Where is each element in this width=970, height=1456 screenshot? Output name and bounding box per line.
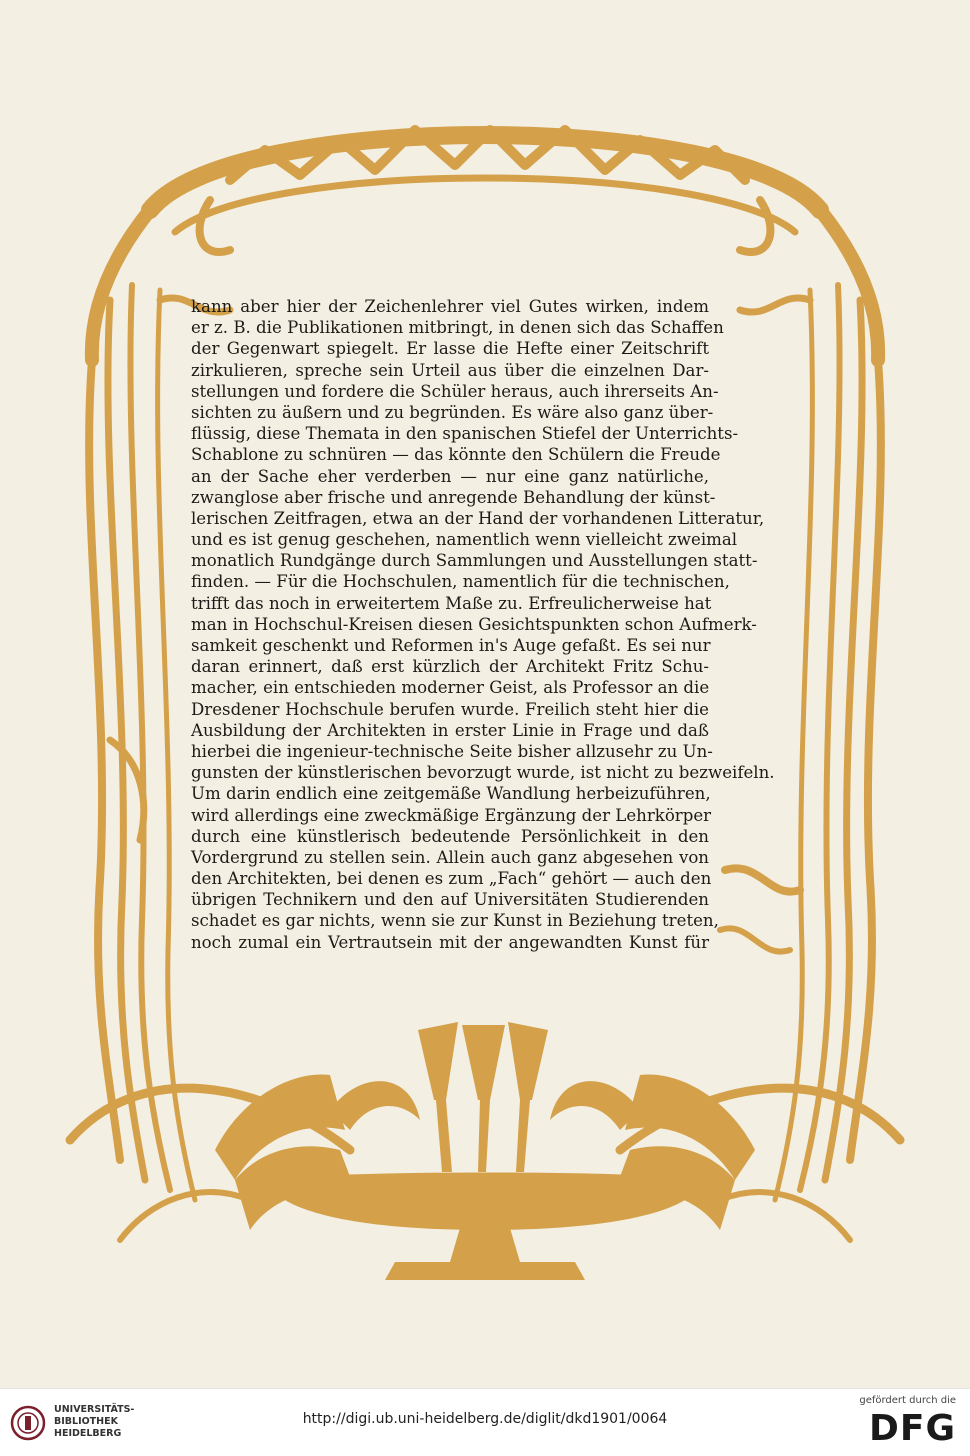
- text-line: monatlich Rundgänge durch Sammlungen und Ausstellungen statt-: [191, 551, 758, 571]
- left-band-inner: [130, 285, 170, 1190]
- right-band-outer: [850, 360, 881, 1160]
- text-line: Um darin endlich eine zeitgemäße Wandlung herbeizuführen,: [191, 784, 711, 804]
- funded-by-label: gefördert durch die: [859, 1395, 956, 1406]
- left-leaf-curl: [330, 1081, 420, 1130]
- left-top-flourish: [92, 210, 150, 360]
- text-line: und es ist genug geschehen, namentlich wenn vielleicht zweimal: [191, 530, 738, 550]
- right-side-wave-1: [740, 298, 810, 312]
- right-band-inner: [800, 285, 840, 1190]
- center-flower-head: [462, 1025, 505, 1100]
- digitization-footer: [0, 1388, 970, 1456]
- right-flower-head: [508, 1022, 548, 1100]
- text-line: kann aber hier der Zeichenlehrer viel Gutes wirken, indem: [191, 297, 709, 316]
- text-line: er z. B. die Publikationen mitbringt, in denen sich das Schaffen: [191, 318, 724, 338]
- body-text: [191, 296, 775, 953]
- text-line: zirkulieren, spreche sein Urteil aus über die einzelnen Dar-: [191, 360, 709, 380]
- bowl-stem: [450, 1228, 520, 1262]
- text-line: Schablone zu schnüren — das könnte den Schülern die Freude: [191, 445, 721, 465]
- text-line: gunsten der künstlerischen bevorzugt wurde, ist nicht zu bezweifeln.: [191, 763, 775, 783]
- left-band-edge: [158, 290, 195, 1200]
- text-line: macher, ein entschieden moderner Geist, als Professor an die: [191, 678, 710, 698]
- text-line: man in Hochschul-Kreisen diesen Gesichtspunkten schon Aufmerk-: [191, 614, 757, 634]
- text-line: durch eine künstlerisch bedeutende Persönlichkeit in den: [191, 826, 709, 846]
- text-line: Ausbildung der Architekten in erster Linie in Frage und daß: [191, 720, 709, 740]
- institution-line: HEIDELBERG: [54, 1428, 122, 1439]
- flower-stems: [436, 1100, 530, 1172]
- right-side-wave-2: [725, 868, 800, 891]
- bowl-foot: [385, 1262, 585, 1280]
- bottom-left-loop: [120, 1192, 250, 1240]
- text-line: stellungen und fordere die Schüler heraus, auch ihrerseits An-: [191, 381, 719, 401]
- text-line: an der Sache eher verderben — nur eine ganz natürliche,: [191, 466, 709, 486]
- right-side-wave-3: [720, 928, 790, 951]
- bottom-right-loop: [720, 1192, 850, 1240]
- right-leaf-curl: [550, 1081, 640, 1130]
- text-line: noch zumal ein Vertrautsein mit der angewandten Kunst für: [191, 932, 709, 952]
- text-line: zwanglose aber frische und anregende Behandlung der künst-: [191, 487, 716, 507]
- text-line: finden. — Für die Hochschulen, namentlich für die technischen,: [191, 572, 730, 592]
- text-line: hierbei die ingenieur-technische Seite bisher allzusehr zu Un-: [191, 741, 713, 761]
- text-line: sichten zu äußern und zu begründen. Es wäre also ganz über-: [191, 402, 714, 422]
- text-line: flüssig, diese Themata in den spanischen Stiefel der Unterrichts-: [191, 424, 739, 444]
- institution-line: BIBLIOTHEK: [54, 1416, 118, 1427]
- text-line: lerischen Zeitfragen, etwa an der Hand der vorhandenen Litteratur,: [191, 508, 765, 528]
- permalink-url[interactable]: http://digi.ub.uni-heidelberg.de/diglit/dkd1901/0064: [302, 1411, 668, 1427]
- text-line: Dresdener Hochschule berufen wurde. Freilich steht hier die: [191, 699, 709, 719]
- left-band-outer: [89, 360, 120, 1160]
- dfg-logo: DFG: [868, 1408, 956, 1449]
- text-line: samkeit geschenkt und Reformen in's Auge gefaßt. Es sei nur: [191, 636, 711, 655]
- central-bowl: [265, 1173, 705, 1231]
- text-line: Vordergrund zu stellen sein. Allein auch ganz abgesehen von: [191, 847, 709, 867]
- right-band-edge: [775, 290, 812, 1200]
- text-line: trifft das noch in erweitertem Maße zu. Erfreulicherweise hat: [191, 593, 712, 613]
- text-line: schadet es gar nichts, wenn sie zur Kunst in Beziehung treten,: [191, 911, 719, 931]
- text-line: übrigen Technikern und den auf Universitäten Studierenden: [191, 890, 709, 910]
- left-side-wave-2: [110, 740, 144, 840]
- text-line: daran erinnert, daß erst kürzlich der Architekt Fritz Schu-: [191, 657, 709, 677]
- left-flower-head: [418, 1022, 458, 1100]
- text-line: den Architekten, bei denen es zum „Fach“ gehört — auch den: [191, 869, 712, 889]
- institution-line: UNIVERSITÄTS-: [54, 1404, 135, 1415]
- text-line: der Gegenwart spiegelt. Er lasse die Hefte einer Zeitschrift: [191, 339, 709, 359]
- text-line: wird allerdings eine zweckmäßige Ergänzung der Lehrkörper: [191, 805, 712, 825]
- top-arch-inner: [175, 178, 795, 232]
- right-top-flourish: [820, 210, 878, 360]
